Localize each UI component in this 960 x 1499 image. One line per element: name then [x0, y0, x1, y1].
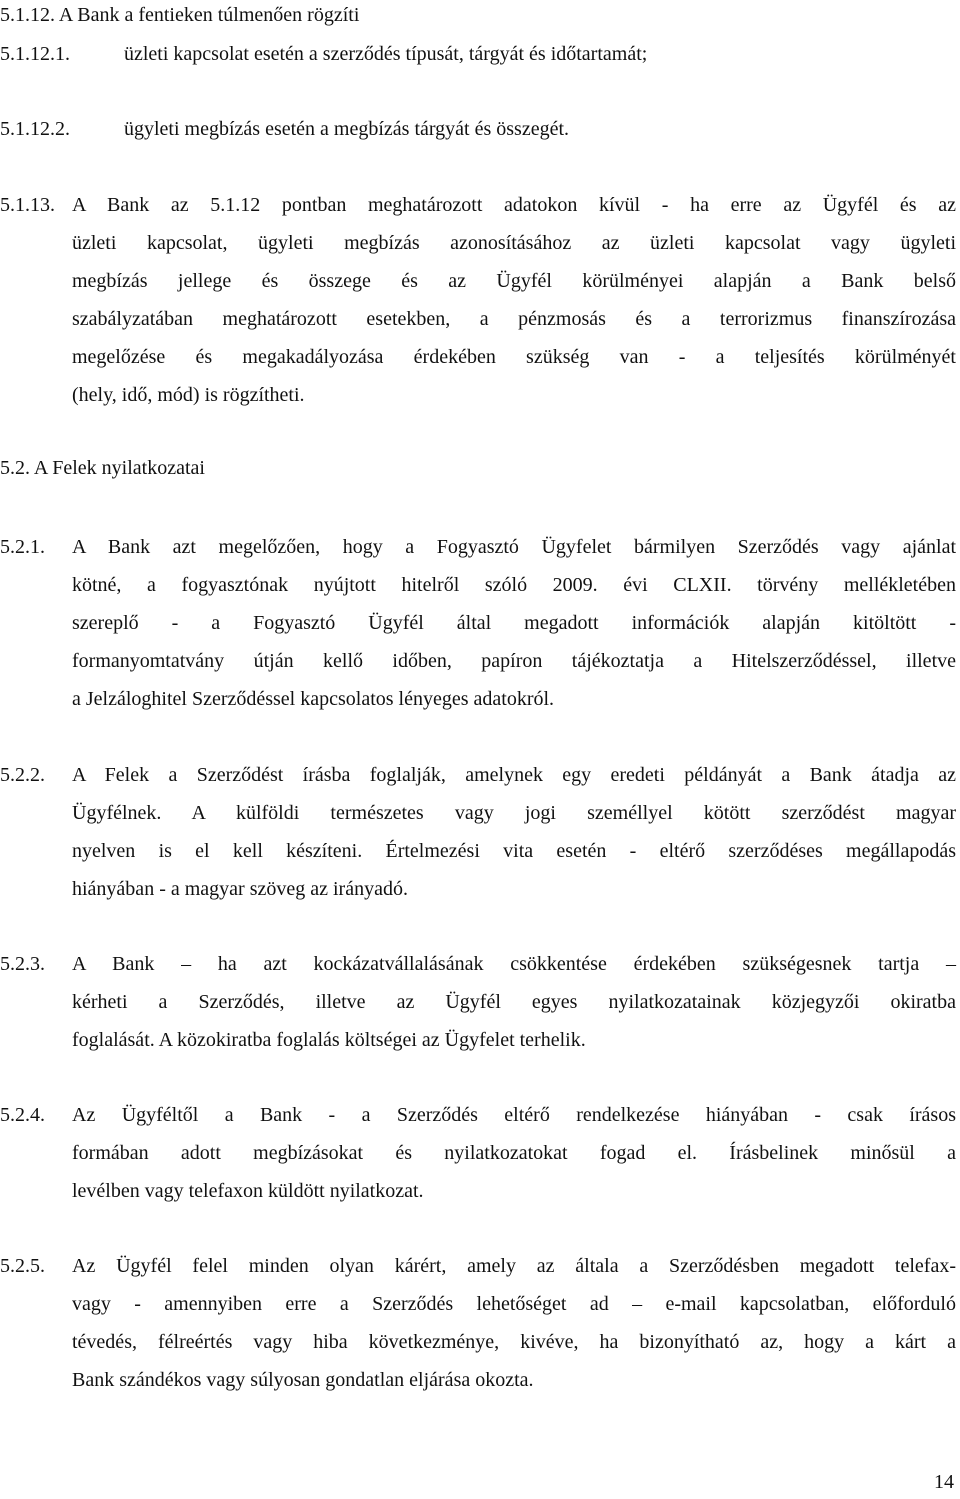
item-text: üzleti kapcsolat esetén a szerződés típusát, tárgyát és időtartamát; — [124, 43, 648, 65]
page-number: 14 — [934, 1471, 954, 1493]
paragraph-line: formában adott megbízásokat és nyilatkozatokat fogad el. Írásbelinek minősül a — [72, 1142, 956, 1164]
section-number: 5.1.12. — [0, 4, 55, 26]
paragraph-line: szereplő - a Fogyasztó Ügyfél által megadott információk alapján kitöltött - — [72, 612, 956, 634]
paragraph-line: nyelven is el kell készíteni. Értelmezési vita esetén - eltérő szerződéses megállapodás — [72, 840, 956, 862]
paragraph-line: A Bank – ha azt kockázatvállalásának csökkentése érdekében szükségesnek tartja – — [72, 953, 956, 975]
section-title: A Bank a fentieken túlmenően rögzíti — [58, 4, 360, 26]
section-number: 5.2.3. — [0, 953, 45, 975]
paragraph-line: A Bank azt megelőzően, hogy a Fogyasztó Ügyfelet bármilyen Szerződés vagy ajánlat — [72, 536, 956, 558]
section-number: 5.2.2. — [0, 764, 45, 786]
section-title: A Felek nyilatkozatai — [33, 457, 205, 479]
section-number: 5.2.1. — [0, 536, 45, 558]
paragraph-line: hiányában - a magyar szöveg az irányadó. — [72, 878, 408, 900]
paragraph-line: megelőzése és megakadályozása érdekében szükség van - a teljesítés körülményét — [72, 346, 956, 368]
paragraph-line: tévedés, félreértés vagy hiba következménye, kivéve, ha bizonyítható az, hogy a kárt a — [72, 1331, 956, 1353]
paragraph-line: A Bank az 5.1.12 pontban meghatározott adatokon kívül - ha erre az Ügyfél és az — [72, 194, 956, 216]
item-number: 5.1.12.1. — [0, 43, 70, 65]
paragraph-line: Ügyfélnek. A külföldi természetes vagy jogi személlyel kötött szerződést magyar — [72, 802, 956, 824]
paragraph-line: A Felek a Szerződést írásba foglalják, amelynek egy eredeti példányát a Bank átadja az — [72, 764, 956, 786]
paragraph-line: megbízás jellege és összege és az Ügyfél körülményei alapján a Bank belső — [72, 270, 956, 292]
section-number: 5.2.5. — [0, 1255, 45, 1277]
item-number: 5.1.12.2. — [0, 118, 70, 140]
paragraph-line: formanyomtatvány útján kellő időben, papíron tájékoztatja a Hitelszerződéssel, illetve — [72, 650, 956, 672]
section-number: 5.2.4. — [0, 1104, 45, 1126]
paragraph-line: vagy - amennyiben erre a Szerződés lehetőséget ad – e-mail kapcsolatban, előforduló — [72, 1293, 956, 1315]
paragraph-line: kérheti a Szerződés, illetve az Ügyfél egyes nyilatkozatainak közjegyzői okiratba — [72, 991, 956, 1013]
paragraph-line: Az Ügyféltől a Bank - a Szerződés eltérő rendelkezése hiányában - csak írásos — [72, 1104, 956, 1126]
paragraph-line: szabályzatában meghatározott esetekben, a pénzmosás és a terrorizmus finanszírozása — [72, 308, 956, 330]
section-number: 5.2. — [0, 457, 30, 479]
section-number: 5.1.13. — [0, 194, 55, 216]
heading-5-2 — [0, 455, 205, 481]
paragraph-line: kötné, a fogyasztónak nyújtott hitelről szóló 2009. évi CLXII. törvény mellékletében — [72, 574, 956, 596]
paragraph-line: (hely, idő, mód) is rögzítheti. — [72, 384, 305, 406]
paragraph-line: Az Ügyfél felel minden olyan kárért, amely az általa a Szerződésben megadott telefax- — [72, 1255, 956, 1277]
item-text: ügyleti megbízás esetén a megbízás tárgyát és összegét. — [124, 118, 570, 140]
paragraph-line: levélben vagy telefaxon küldött nyilatkozat. — [72, 1180, 424, 1202]
heading-5-1-12 — [0, 2, 359, 28]
paragraph-line: a Jelzáloghitel Szerződéssel kapcsolatos lényeges adatokról. — [72, 688, 555, 710]
paragraph-line: Bank szándékos vagy súlyosan gondatlan eljárása okozta. — [72, 1369, 534, 1391]
paragraph-line: foglalását. A közokiratba foglalás költségei az Ügyfelet terhelik. — [72, 1029, 586, 1051]
paragraph-line: üzleti kapcsolat, ügyleti megbízás azonosításához az üzleti kapcsolat vagy ügyleti — [72, 232, 956, 254]
